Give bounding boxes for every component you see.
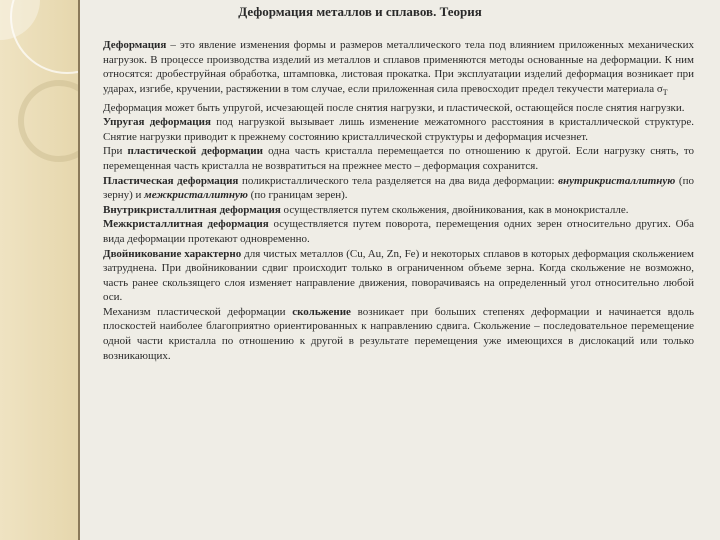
paragraph-text: одна часть кристалла перемещается по отношению к другой. Если нагрузку снять, то перемещенная часть кристалла не возвратиться на прежнее место – деформация сохранится. — [103, 145, 694, 172]
document-body — [103, 38, 694, 363]
decorative-ring — [18, 80, 80, 162]
paragraph-text: осуществляется путем скольжения, двойникования, как в монокристалле. — [280, 203, 629, 216]
paragraph-text: T — [662, 87, 668, 97]
term-text: Пластическая деформация — [103, 174, 239, 187]
paragraph-text: для чистых металлов (Cu, Au, Zn, Fe) и некоторых сплавов в которых деформация скольжением затруднена. При двойниковании сдвиг происходит только в ограниченном объеме зерна. Когда скольжение не возможно, часть ранее скользящего слоя изменяет направление движения, поворачиваясь на определенный угол относительно любой оси. — [103, 247, 694, 304]
paragraph-text: Деформация может быть упругой, исчезающей после снятия нагрузки, и пластической, остающейся после снятия нагрузки. — [103, 101, 685, 114]
paragraph-text: поликристаллического тела разделяется на два вида деформации: — [238, 174, 559, 187]
paragraph-text: под нагрузкой вызывает лишь изменение межатомного расстояния в кристаллической структуре. Снятие нагрузки приводит к прежнему состоянию кристаллической структуры и деформация исчезнет. — [103, 116, 694, 143]
term-text: внутрикристаллитную — [558, 174, 676, 187]
paragraph — [103, 38, 694, 101]
paragraph — [103, 305, 694, 363]
term-text: Межкристаллитная деформация — [103, 218, 269, 231]
paragraph — [103, 115, 694, 144]
term-text: Упругая деформация — [103, 116, 211, 129]
term-text: Внутрикристаллитная деформация — [103, 203, 281, 216]
term-text: межкристаллитную — [144, 189, 248, 202]
paragraph — [103, 247, 694, 305]
paragraph — [103, 101, 694, 116]
decorative-sidebar — [0, 0, 80, 540]
term-text: Двойникование характерно — [103, 247, 242, 260]
paragraph-text: (по зерну) и — [103, 174, 694, 202]
page-title: Деформация металлов и сплавов. Теория — [238, 4, 482, 19]
paragraph — [103, 144, 694, 173]
paragraph — [103, 203, 694, 218]
paragraph-text: Механизм пластической деформации — [103, 305, 293, 318]
paragraph-text: При — [103, 145, 128, 158]
term-text: пластической деформации — [127, 145, 263, 158]
paragraph-text: возникает при больших степенях деформации и начинается вдоль плоскостей наиболее благоприятно ориентированных к направлению сдвига. Скольжение – последовательное перемещение одной части кристалла по отношению к другой в результате перемещения уже имеющихся в дислокаций или только возникающих. — [103, 305, 694, 362]
term-text: скольжение — [292, 305, 351, 318]
paragraph — [103, 174, 694, 203]
paragraph — [103, 217, 694, 246]
term-text: Деформация — [103, 39, 167, 51]
paragraph-text: – это явление изменения формы и размеров металлического тела под влиянием приложенных механических нагрузок. В процессе производства изделий из металлов и сплавов применяются методы основанные на деформации. К ним относятся: дробеструйная обработка, штамповка, листовая прокатка. При эксплуатации изделий деформация возникает при ударах, изгибе, кручении, растяжении в том случае, если приложенная сила превосходит предел текучести материала σ — [103, 39, 694, 95]
paragraph-text: осуществляется путем поворота, перемещения одних зерен относительно других. Оба вида деформации протекают одновременно. — [103, 218, 695, 245]
paragraph-text: (по границам зерен). — [247, 189, 348, 202]
